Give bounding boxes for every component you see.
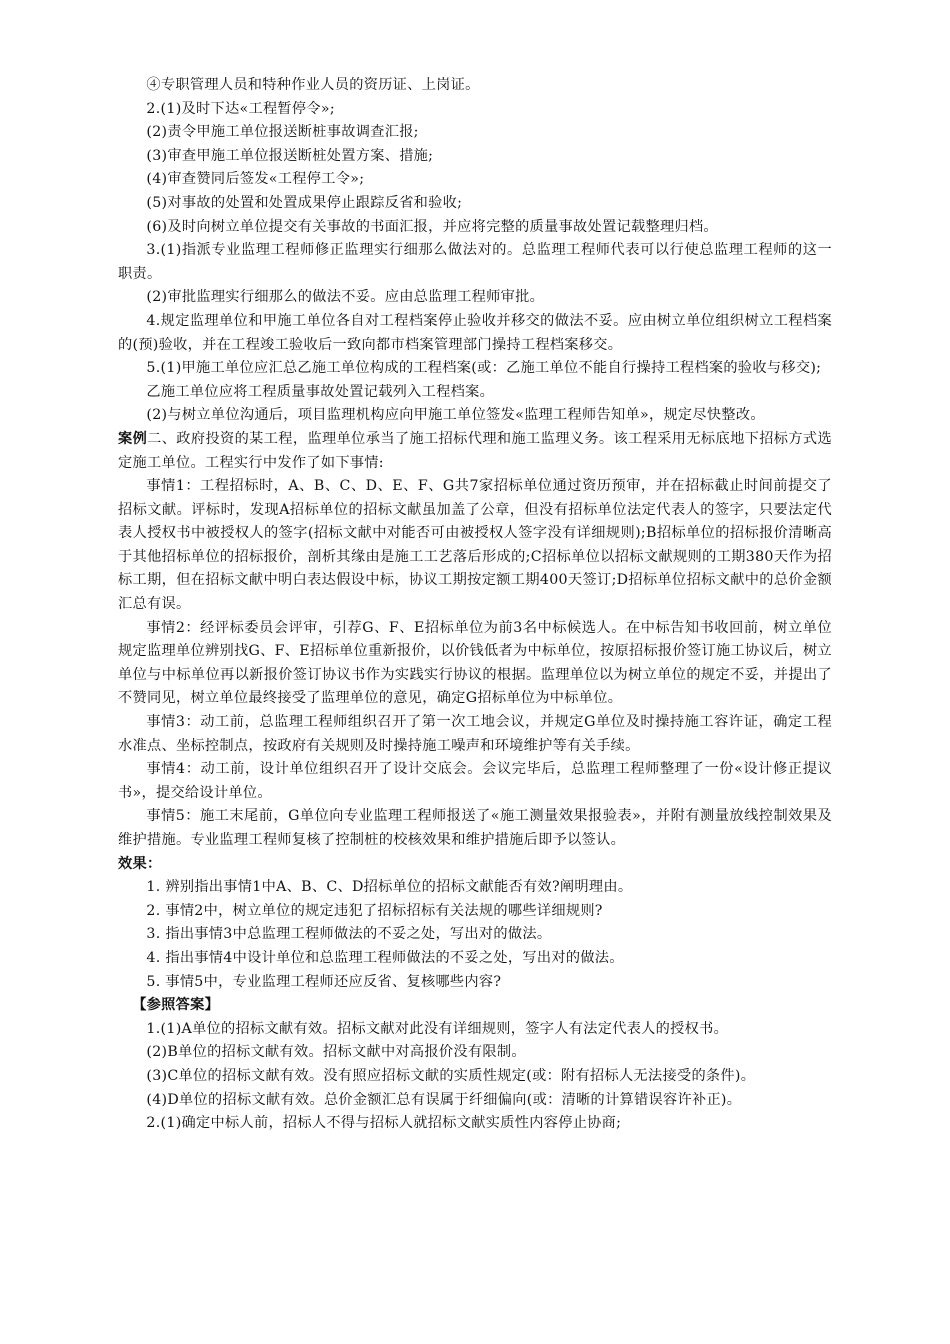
answer-line: 2.(1)确定中标人前，招标人不得与招标人就招标文献实质性内容停止协商; [146, 1115, 622, 1132]
question-2: 2. 事情2中，树立单位的规定违犯了招标招标有关法规的哪些详细规则? [146, 902, 603, 919]
answer-heading: 【参照答案】 [132, 997, 220, 1014]
case-label: 案例 [118, 430, 148, 447]
event-3: 事情3：动工前，总监理工程师组织召开了第一次工地会议，并规定G单位及时操持施工容许证，确定工程水准点、坐标控制点，按政府有关规则及时操持施工噪声和环境维护等有关手续。 [118, 714, 832, 754]
text-line: (2)责令甲施工单位报送断桩事故调查汇报; [146, 124, 419, 141]
text-line: ④专职管理人员和特种作业人员的资历证、上岗证。 [146, 77, 480, 93]
paragraph: (2)与树立单位沟通后，项目监理机构应向甲施工单位签发«监理工程师告知单»，规定尽快整改。 [146, 407, 765, 424]
question-4: 4. 指出事情4中设计单位和总监理工程师做法的不妥之处，写出对的做法。 [146, 949, 624, 966]
question-5: 5. 事情5中，专业监理工程师还应反省、复核哪些内容? [146, 973, 502, 990]
text-line: (4)审查赞同后签发«工程停工令»; [146, 171, 365, 188]
event-5: 事情5：施工末尾前，G单位向专业监理工程师报送了«施工测量效果报验表»，并附有测量放线控制效果及维护措施。专业监理工程师复核了控制桩的校核效果和维护措施后即予以签认。 [118, 808, 832, 848]
text-line: (3)审查甲施工单位报送断桩处置方案、措施; [146, 147, 434, 164]
paragraph: 4.规定监理单位和甲施工单位各自对工程档案停止验收并移交的做法不妥。应由树立单位组织树立工程档案的(预)验收，并在工程竣工验收后一致向都市档案管理部门操持工程档案移交。 [118, 312, 832, 353]
results-heading: 效果： [118, 855, 162, 872]
text-line: (6)及时向树立单位提交有关事故的书面汇报，并应将完整的质量事故处置记载整理归档。 [146, 218, 718, 235]
event-1: 事情1：工程招标时，A、B、C、D、E、F、G共7家招标单位通过资历预审，并在招标截止时间前提交了招标文献。评标时，发现A招标单位的招标文献虽加盖了公章，但没有招标单位法定代表人的签字，只要法定代表人授权书中被授权人的签字(招标文献中对能否可由被授权人签字没有详细规则);B招标单位的招标报价清晰高于其他招标单位的招标报价，剖析其缘由是施工工艺落后形成的;C招标单位以招标文献规则的工期380天作为招标工期，但在招标文献中明白表达假设中标，协议工期按定额工期400天签订;D招标单位招标文献中的总价金额汇总有误。 [118, 478, 832, 613]
case-text: 二、政府投资的某工程，监理单位承当了施工招标代理和施工监理义务。该工程采用无标底地下招标方式选定施工单位。工程实行中发作了如下事情: [118, 430, 832, 471]
paragraph: 5.(1)甲施工单位应汇总乙施工单位构成的工程档案(或：乙施工单位不能自行操持工程档案的验收与移交); [146, 360, 822, 377]
answer-line: (4)D单位的招标文献有效。总价金额汇总有误属于纤细偏向(或：清晰的计算错误容许补正)。 [146, 1091, 742, 1108]
event-4: 事情4：动工前，设计单位组织召开了设计交底会。会议完毕后，总监理工程师整理了一份«设计修正提议书»，提交给设计单位。 [118, 761, 832, 801]
text-line: 2.(1)及时下达«工程暂停令»; [146, 100, 335, 117]
answer-line: (2)B单位的招标文献有效。招标文献中对高报价没有限制。 [146, 1044, 526, 1061]
text-line: 乙施工单位应将工程质量事故处置记载列入工程档案。 [146, 383, 495, 400]
text-line: (5)对事故的处置和处置成果停止跟踪反省和验收; [146, 194, 463, 211]
answer-line: (3)C单位的招标文献有效。没有照应招标文献的实质性规定(或：附有招标人无法接受的条件)。 [146, 1067, 756, 1084]
question-3: 3. 指出事情3中总监理工程师做法的不妥之处，写出对的做法。 [146, 926, 552, 943]
answer-line: 1.(1)A单位的招标文献有效。招标文献对此没有详细规则，签字人有法定代表人的授权书。 [146, 1020, 729, 1037]
text-line: (2)审批监理实行细那么的做法不妥。应由总监理工程师审批。 [146, 289, 545, 306]
event-2: 事情2：经评标委员会评审，引荐G、F、E招标单位为前3名中标候选人。在中标告知书收回前，树立单位规定监理单位辨别找G、F、E招标单位重新报价，以价钱低者为中标单位，按原招标报价签订施工协议后，树立单位与中标单位再以新报价签订协议书作为实践实行协议的根据。监理单位以为树立单位的规定不妥，并提出了不赞同见，树立单位最终接受了监理单位的意见，确定G招标单位为中标单位。 [118, 619, 832, 707]
case-paragraph [118, 428, 832, 475]
question-1: 1. 辨别指出事情1中A、B、C、D招标单位的招标文献能否有效?阐明理由。 [146, 879, 633, 896]
paragraph: 3.(1)指派专业监理工程师修正监理实行细那么做法对的。总监理工程师代表可以行使总监理工程师的这一职责。 [118, 242, 832, 282]
document-page [118, 74, 832, 1136]
